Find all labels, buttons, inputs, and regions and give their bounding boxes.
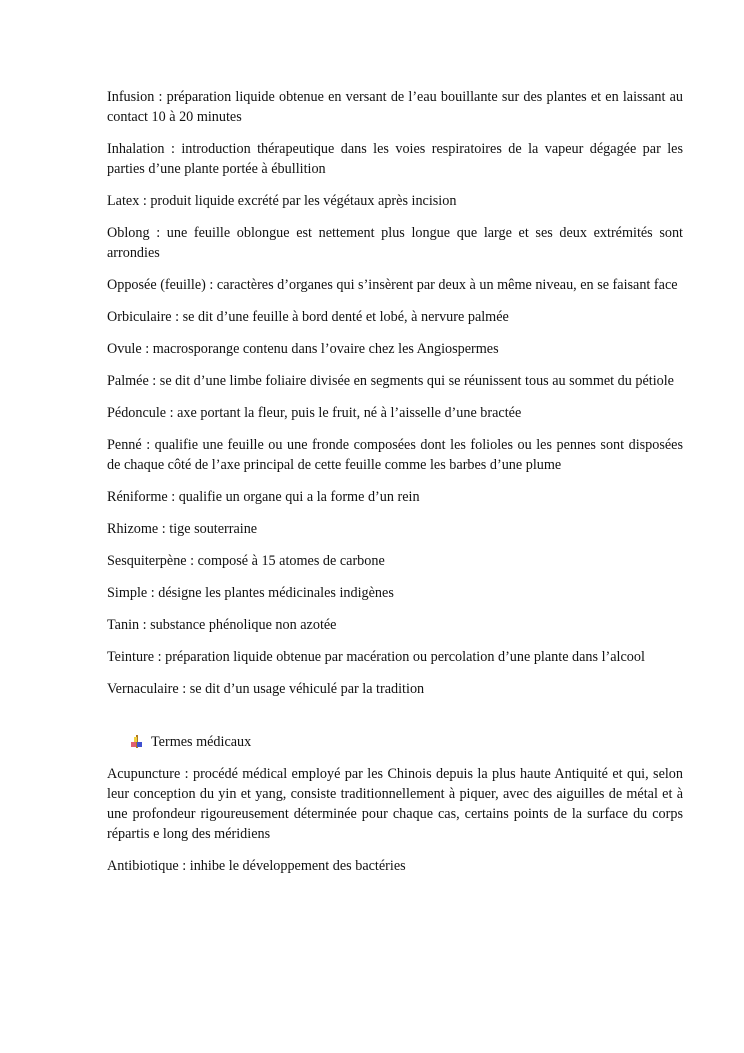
glossary-entry: Sesquiterpène : composé à 15 atomes de carbone: [107, 553, 385, 569]
glossary-entry: Vernaculaire : se dit d’un usage véhiculé par la tradition: [107, 681, 425, 697]
medical-glossary: [107, 764, 683, 876]
glossary-entry: Simple : désigne les plantes médicinales indigènes: [107, 585, 394, 601]
glossary-entry: Latex : produit liquide excrété par les végétaux après incision: [107, 193, 457, 209]
glossary-entry: Opposée (feuille) : caractères d’organes qui s’insèrent par deux à un même niveau, en se faisant face: [107, 277, 678, 293]
glossary-entry: Inhalation : introduction thérapeutique dans les voies respiratoires de la vapeur dégagée par les parties d’une plante portée à ébullition: [107, 141, 683, 177]
document-page: [107, 87, 683, 888]
section-heading: [131, 732, 683, 752]
glossary-entry: Antibiotique : inhibe le développement des bactéries: [107, 858, 406, 874]
glossary-entry: Acupuncture : procédé médical employé par les Chinois depuis la plus haute Antiquité et qui, selon leur conception du yin et yang, consiste traditionnellement à piquer, avec des aiguilles de métal et à une profondeur rigoureusement déterminée pour chaque cas, certains points de la surface du corps répartis e long des méridiens: [107, 766, 683, 842]
glossary-entry: Ovule : macrosporange contenu dans l’ovaire chez les Angiospermes: [107, 341, 499, 357]
plant-glossary: [107, 87, 683, 699]
glossary-entry: Oblong : une feuille oblongue est nettement plus longue que large et ses deux extrémités sont arrondies: [107, 225, 683, 261]
glossary-entry: Rhizome : tige souterraine: [107, 521, 258, 537]
glossary-entry: Orbiculaire : se dit d’une feuille à bord denté et lobé, à nervure palmée: [107, 309, 509, 325]
glossary-entry: Palmée : se dit d’une limbe foliaire divisée en segments qui se réunissent tous au sommet du pétiole: [107, 373, 674, 389]
glossary-entry: Réniforme : qualifie un organe qui a la forme d’un rein: [107, 489, 420, 505]
glossary-entry: Infusion : préparation liquide obtenue en versant de l’eau bouillante sur des plantes et en laissant au contact 10 à 20 minutes: [107, 89, 683, 125]
glossary-entry: Teinture : préparation liquide obtenue par macération ou percolation d’une plante dans l’alcool: [107, 649, 645, 665]
glossary-entry: Penné : qualifie une feuille ou une fronde composées dont les folioles ou les pennes sont disposées de chaque côté de l’axe principal de cette feuille comme les barbes d’une plume: [107, 437, 683, 473]
colored-cross-bullet-icon: [131, 735, 143, 749]
glossary-entry: Tanin : substance phénolique non azotée: [107, 617, 337, 633]
section-heading-text: Termes médicaux: [151, 734, 252, 750]
glossary-entry: Pédoncule : axe portant la fleur, puis le fruit, né à l’aisselle d’une bractée: [107, 405, 522, 421]
